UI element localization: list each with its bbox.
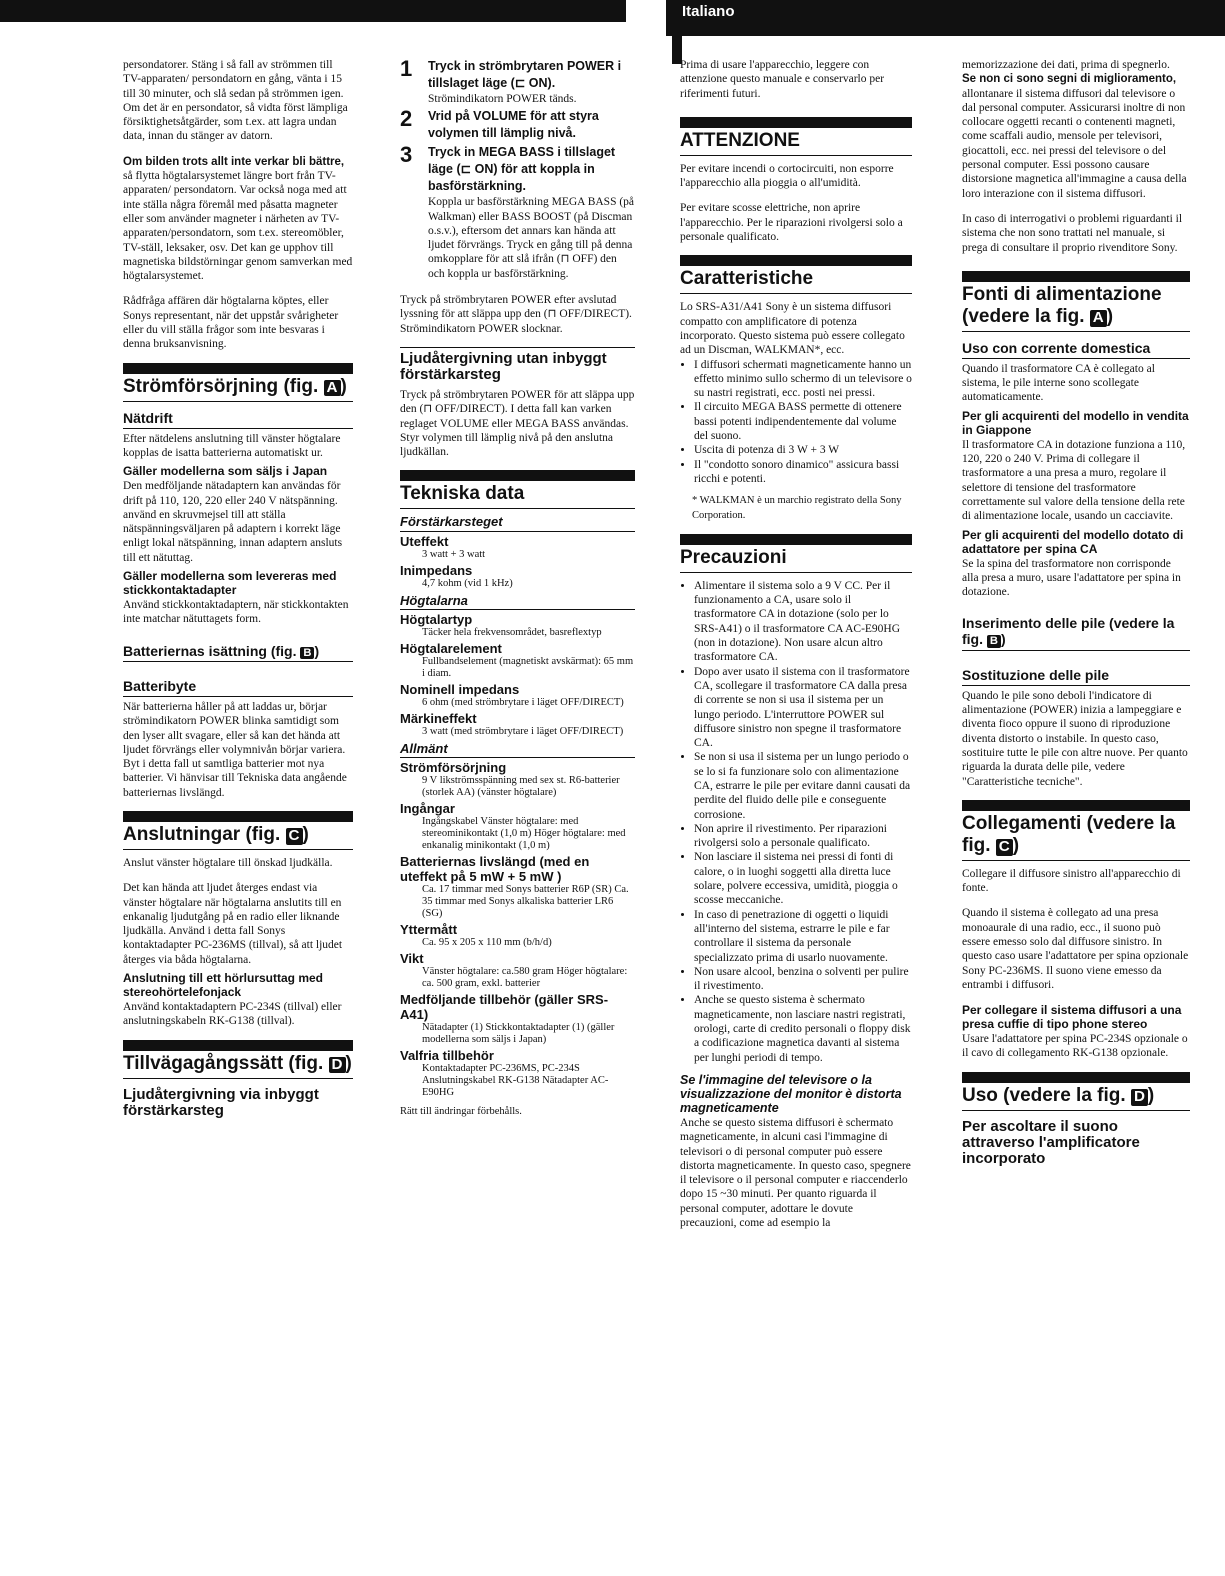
spec-value: Kontaktadapter PC-236MS, PC-234S Anslutningskabel RK-G138 Nätadapter AC-E90HG	[422, 1063, 609, 1099]
spec-group-title: Högtalarna	[400, 594, 635, 610]
subheading: Se l'immagine del televisore o la visualizzazione del monitor è distorta magneticamente	[680, 1072, 902, 1115]
list-item: • Non lasciare il sistema nei pressi di fonti di calore, o in luoghi soggetti alla diretta luce solare, polvere eccessiva, umidità, pioggia o scosse meccaniche.	[694, 850, 912, 907]
subheading: Per ascoltare il suono attraverso l'amplificatore incorporato	[962, 1117, 1140, 1167]
spec-value: 3 watt + 3 watt	[422, 548, 486, 560]
section-bar	[123, 1040, 353, 1051]
step-item	[400, 144, 635, 281]
paragraph: Använd kontaktadaptern PC-234S (tillval) eller anslutningskabeln RK-G138 (tillval).	[123, 1001, 342, 1028]
paragraph: persondatorer. Stäng i så fall av strömmen till TV-apparaten/ persondatorn en gång, vänta i 15 till 30 minuter, och slå sedan på strömmen igen. Om det är en persondator, så vidta först lämpliga försiktighetsåtgärder, som t.ex. att lagra undan data, innan du stänger av datorn.	[123, 59, 348, 143]
section-heading: Tillvägagångssätt (fig. D )	[123, 1040, 353, 1079]
language-label: Italiano	[682, 3, 735, 20]
paragraph: Usare l'adattatore per spina PC-234S opzionale o il cavo di collegamento RK-G138 opzionale.	[962, 1033, 1188, 1060]
section-title: ATTENZIONE	[680, 130, 912, 156]
subheading: Uso con corrente domestica	[962, 340, 1190, 359]
spec-value: Ingångskabel Vänster högtalare: med stereominikontakt (1,0 m) Höger högtalare: med enkanalig minikontakt (1,0 m)	[422, 816, 626, 852]
section-heading: Uso (vedere la fig. D )	[962, 1072, 1190, 1111]
subheading: Batteribyte	[123, 678, 353, 697]
spec-label: Märkineffekt	[400, 711, 477, 727]
paragraph: Det kan hända att ljudet återges endast via vänster högtalare när högtalarna anslutits till en enkanalig ljudutgång på en radio eller liknande ljudkälla. Använd i detta fall Sonys kontaktadapter PC-236MS (tillval), så att ljudet återges via båda högtalarna.	[123, 882, 343, 966]
step-item	[400, 58, 635, 106]
spec-label: Uteffekt	[400, 533, 449, 549]
subheading: Per gli acquirenti del modello in vendita in Giappone	[962, 408, 1189, 437]
step-text: Strömindikatorn POWER tänds.	[428, 93, 577, 105]
paragraph: Rätt till ändringar förbehålls.	[400, 1106, 522, 1118]
subheading: Per gli acquirenti del modello dotato di adattatore per spina CA	[962, 527, 1184, 556]
fig-ref-icon: B	[987, 635, 1001, 647]
section-title: Anslutningar (fig.	[123, 824, 281, 845]
spec-group-title: Allmänt	[400, 742, 635, 758]
paragraph: In caso di interrogativi o problemi riguardanti il sistema che non sono trattati nel manuale, si prega di consultare il proprio rivenditore Sony.	[962, 212, 1183, 254]
subheading: Gäller modellerna som levereras med stickkontaktadapter	[123, 569, 337, 598]
feature-list	[680, 358, 912, 487]
section-heading	[680, 255, 912, 294]
footnote: * WALKMAN è un marchio registrato della Sony Corporation.	[692, 495, 902, 521]
section-heading	[400, 470, 635, 509]
fig-ref-icon: D	[1131, 1089, 1148, 1106]
section-bar	[680, 255, 912, 266]
subheading: Nätdrift	[123, 410, 353, 429]
step-heading: Tryck in strömbrytaren POWER i tillslaget läge (⊏ ON).	[428, 59, 622, 90]
spec-label: Valfria tillbehör	[400, 1048, 494, 1064]
spec-label: Högtalarelement	[400, 641, 502, 657]
spec-label: Vikt	[400, 951, 424, 967]
spec-label: Yttermått	[400, 922, 458, 938]
section-bar	[680, 534, 912, 545]
section-bar	[680, 117, 912, 128]
section-title: Strömförsörjning (fig.	[123, 375, 319, 397]
spec-value: Ca. 95 x 205 x 110 mm (b/h/d)	[422, 937, 552, 949]
paragraph: Se la spina del trasformatore non corrisponde alla presa a muro, usare l'adattatore per spina in dotazione.	[962, 557, 1181, 599]
paragraph: Om bilden trots allt inte verkar bli bättre, så flytta högtalarsystemet längre bort från TV-apparaten/ persondatorn. Var också noga med att inte ställa några föremål med påsatta magneter eller som använder magneter i närheten av TV-apparaten/persondatorn, som t.ex. stereomöbler, TV-ställ, leksaker, osv. Det kan ge upphov till magnetiska bildstörningar genom samverkan med högtalarsystemet.	[123, 155, 353, 283]
fig-ref-icon: C	[996, 839, 1013, 856]
column-4	[962, 58, 1190, 1172]
spec-label: Medföljande tillbehör (gäller SRS-A41)	[400, 992, 609, 1023]
header-bar-left	[0, 0, 626, 22]
list-item: • Il "condotto sonoro dinamico" assicura bassi ricchi e potenti.	[694, 458, 912, 487]
spec-label: Strömförsörjning	[400, 760, 507, 776]
spec-value: Nätadapter (1) Stickkontaktadapter (1) (gäller modellerna som säljs i Japan)	[422, 1022, 615, 1046]
paragraph: Rådfråga affären där högtalarna köptes, eller Sonys representant, när det uppstår svårigheter eller du vill ställa frågor som inte besvaras i denna bruksanvisning.	[123, 295, 339, 351]
paragraph: Använd stickkontaktadaptern, när stickkontakten inte matchar nätuttagets form.	[123, 599, 349, 626]
paragraph: memorizzazione dei dati, prima di spegnerlo.	[962, 59, 1170, 71]
column-3	[680, 58, 912, 1241]
spec-label: Inimpedans	[400, 562, 473, 578]
section-bar	[123, 363, 353, 374]
paragraph: Per evitare scosse elettriche, non aprire l'apparecchio. Per le riparazioni rivolgersi solo a personale qualificato.	[680, 202, 903, 244]
paragraph: Efter nätdelens anslutning till vänster högtalare kopplas de isatta batterierna automatiskt ur.	[123, 432, 341, 459]
paragraph: Prima di usare l'apparecchio, leggere con attenzione questo manuale e conservarlo per riferimenti futuri.	[680, 59, 885, 100]
section-heading: Fonti di alimentazione (vedere la fig. A )	[962, 271, 1190, 332]
subheading: Ljudåtergivning via inbyggt förstärkarsteg	[123, 1085, 319, 1119]
paragraph: Quando le pile sono deboli l'indicatore di alimentazione (POWER) inizia a lampeggiare e diventa fioco oppure il suono di riproduzione diventa distorto o instabile. In questo caso, sostituire tutte le pile con altre nuove. Per quanto riguarda la durata delle pile, vedere "Caratteristiche tecniche".	[962, 689, 1188, 788]
section-bar	[962, 800, 1190, 811]
spec-value: Vänster högtalare: ca.580 gram Höger högtalare: ca. 500 gram, exkl. batterier	[422, 966, 628, 990]
section-title: Caratteristiche	[680, 268, 912, 294]
list-item: • Dopo aver usato il sistema con il trasformatore CA, scollegare il trasformatore CA dalla presa di corrente se non si usa il sistema per un lungo periodo. L'interruttore POWER sul diffusore sinistro non spegne il trasformatore CA.	[694, 665, 912, 751]
spec-label: Högtalartyp	[400, 612, 473, 628]
fig-ref-icon: A	[1090, 310, 1107, 327]
paragraph: Tryck på strömbrytaren POWER för att släppa upp den (⊓ OFF/DIRECT). I detta fall kan varken reglaget VOLUME eller MEGA BASS användas. Styr volymen till lämplig nivå på den anslutna ljudkällan.	[400, 388, 635, 459]
spec-value: 4,7 kohm (vid 1 kHz)	[422, 577, 513, 589]
spec-value: Ca. 17 timmar med Sonys batterier R6P (SR) Ca. 35 timmar med Sonys alkaliska batterier LR6 (SG)	[422, 884, 629, 920]
list-item: • Non aprire il rivestimento. Per riparazioni rivolgersi solo a personale qualificato.	[694, 822, 912, 851]
list-item: • I diffusori schermati magneticamente hanno un effetto minimo sullo schermo di un televisore o su nastri registrati, ecc. posti nei pressi.	[694, 358, 912, 401]
section-bar	[962, 271, 1190, 282]
list-item: • Uscita di potenza di 3 W + 3 W	[694, 443, 912, 457]
subheading: Batteriernas isättning (fig. B )	[123, 643, 353, 662]
spec-label: Batteriernas livslängd (med en uteffekt på 5 mW + 5 mW )	[400, 854, 590, 885]
subheading: Anslutning till ett hörlursuttag med stereohörtelefonjack	[123, 971, 323, 1000]
section-heading: Collegamenti (vedere la fig. C )	[962, 800, 1190, 861]
section-title: Precauzioni	[680, 547, 912, 573]
paragraph: Quando il trasformatore CA è collegato al sistema, le pile interne sono scollegate automaticamente.	[962, 362, 1155, 404]
fig-ref-icon: B	[300, 647, 314, 659]
list-item: • Anche se questo sistema è schermato magneticamente, non lasciare nastri registrati, orologi, carte di credito personali o floppy disk a codificazione magnetica davanti al sistema per lunghi periodi di tempo.	[694, 993, 912, 1064]
section-title: Tekniska data	[400, 483, 635, 509]
column-1	[123, 58, 353, 1124]
step-number: 3	[400, 142, 413, 168]
paragraph: När batterierna håller på att laddas ur, börjar strömindikatorn POWER blinka samtidigt som den lyser allt svagare, eller så kan det hända att ljudet förvrängs eller volymnivån börjar variera. Byt i detta fall ut samtliga batterier mot nya batterier. Vi hänvisar till Tekniska data angående batteriernas livslängd.	[123, 700, 347, 799]
spec-value: 6 ohm (med strömbrytare i läget OFF/DIRECT)	[422, 697, 624, 709]
paragraph: Se non ci sono segni di miglioramento, allontanare il sistema diffusori dal televisore o dal personal computer. Assicurarsi inoltre di non collocare oggetti recanti o contenenti magneti, come scaffali audio, mensole per televisori, giocattoli, ecc. nei pressi del televisore o del personal computer. Essi possono causare distorsione magnetica all'immagine a causa della loro interazione con il sistema diffusori.	[962, 73, 1187, 200]
subheading: Gäller modellerna som säljs i Japan	[123, 464, 328, 479]
header-bar-right	[666, 0, 1225, 36]
step-number: 2	[400, 106, 413, 132]
step-item	[400, 108, 635, 142]
list-item: • In caso di penetrazione di oggetti o liquidi all'interno del sistema, estrarre le pile e far controllare il sistema da personale specializzato prima di usarlo nuovamente.	[694, 908, 912, 965]
section-heading	[680, 117, 912, 156]
step-heading: Tryck in MEGA BASS i tillslaget läge (⊏ ON) för att koppla in basförstärkning.	[428, 145, 616, 194]
fig-ref-icon: D	[329, 1057, 346, 1074]
paragraph: Per evitare incendi o cortocircuiti, non esporre l'apparecchio alla pioggia o all'umidità.	[680, 162, 894, 190]
subheading: Sostituzione delle pile	[962, 667, 1190, 686]
paragraph: Den medföljande nätadaptern kan användas för drift på 110, 120, 220 eller 240 V nätspänning. använd en skruvmejsel till att ställa nätspänningsväljaren på adaptern i korrekt läge enligt lokal nätspänning, innan adaptern ansluts till ett nätuttag.	[123, 480, 343, 564]
list-item: • Se non si usa il sistema per un lungo periodo o se lo si fa funzionare solo con alimentazione CA, estrarre le pile per evitare danni causati da perdite del fluido delle pile e conseguente corrosione.	[694, 750, 912, 821]
section-title: Fonti di alimentazione (vedere la fig.	[962, 283, 1162, 327]
section-heading	[680, 534, 912, 573]
section-title: Tillvägagångssätt (fig.	[123, 1052, 324, 1074]
spec-value: 9 V likströmsspänning med sex st. R6-batterier (storlek AA) (vänster högtalare)	[422, 775, 620, 799]
column-2	[400, 58, 635, 1131]
paragraph: Anche se questo sistema diffusori è schermato magneticamente, in alcuni casi l'immagine di televisori o di personal computer può essere distorta magneticamente. In questo caso, spegnere il televisore o il personal computer e riaccenderlo dopo 15 ~30 minuti. Per quanto riguarda il personal computer, adottare le dovute precauzioni, come ad esempio la	[680, 1116, 911, 1229]
section-bar	[962, 1072, 1190, 1083]
paragraph: Collegare il diffusore sinistro all'apparecchio di fonte.	[962, 867, 1181, 895]
section-heading: Anslutningar (fig. C )	[123, 811, 353, 850]
fig-ref-icon: A	[324, 380, 341, 397]
spec-label: Nominell impedans	[400, 682, 520, 698]
subheading: Per collegare il sistema diffusori a una presa cuffie di tipo phone stereo	[962, 1003, 1182, 1032]
fig-ref-icon: C	[286, 828, 303, 845]
paragraph: Lo SRS-A31/A41 Sony è un sistema diffusori compatto con amplificatore di potenza incorporato. Questo sistema può essere collegato ad un Discman, WALKMAN*, ecc.	[680, 301, 905, 357]
paragraph: Tryck på strömbrytaren POWER efter avslutad lyssning för att släppa upp den (⊓ OFF/DIRECT). Strömindikatorn POWER slocknar.	[400, 294, 632, 335]
paragraph: Quando il sistema è collegato ad una presa monoaurale di una radio, ecc., il suono può essere emesso solo dal diffusore sinistro. In questo caso usare l'adattatore per spina opzionale Sony PC-236MS. Il suono viene emesso da entrambi i diffusori.	[962, 907, 1189, 991]
spec-value: 3 watt (med strömbrytare i läget OFF/DIRECT)	[422, 726, 624, 738]
precaution-list	[680, 579, 912, 1065]
paragraph: Il trasformatore CA in dotazione funziona a 110, 120, 220 o 240 V. Prima di collegare il trasformatore a una presa a muro, regolare il selettore di tensione del trasformatore correttamente sul valore della tensione della rete di alimentazione locale, usando un cacciavite.	[962, 438, 1186, 523]
step-text: Koppla ur basförstärkning MEGA BASS (på Walkman) eller BASS BOOST (på Discman o.s.v.), eftersom det annars kan hända att ljudet förvrängs. Tryck en gång till på denna omkopplare för att slå ifrån (⊓ OFF) den och koppla ur basförstärkning.	[428, 196, 635, 280]
step-number: 1	[400, 56, 413, 81]
spec-value: Fullbandselement (magnetiskt avskärmat): 65 mm i diam.	[422, 656, 634, 680]
subheading: Inserimento delle pile (vedere la fig. B )	[962, 615, 1190, 650]
section-bar	[400, 470, 635, 481]
list-item: • Non usare alcool, benzina o solventi per pulire il rivestimento.	[694, 965, 912, 994]
paragraph: Anslut vänster högtalare till önskad ljudkälla.	[123, 857, 333, 869]
list-item: • Il circuito MEGA BASS permette di ottenere bassi potenti indipendentemente dal volume del suono.	[694, 400, 912, 443]
spec-group-title: Förstärkarsteget	[400, 515, 635, 531]
spec-label: Ingångar	[400, 801, 455, 817]
section-bar	[123, 811, 353, 822]
spec-value: Täcker hela frekvensområdet, basreflextyp	[422, 627, 602, 639]
list-item: • Alimentare il sistema solo a 9 V CC. Per il funzionamento a CA, usare solo il trasformatore CA in dotazione (solo per lo SRS-A41) o il trasformatore CA AC-E90HG (non in dotazione). Non usare alcun altro trasformatore CA.	[694, 579, 912, 665]
step-heading: Vrid på VOLUME för att styra volymen till lämplig nivå.	[428, 109, 599, 141]
section-title: Uso (vedere la fig.	[962, 1084, 1126, 1106]
section-title: Collegamenti (vedere la fig.	[962, 812, 1176, 856]
section-heading: Strömförsörjning (fig. A )	[123, 363, 353, 402]
subheading: Ljudåtergivning utan inbyggt förstärkarsteg	[400, 347, 635, 385]
